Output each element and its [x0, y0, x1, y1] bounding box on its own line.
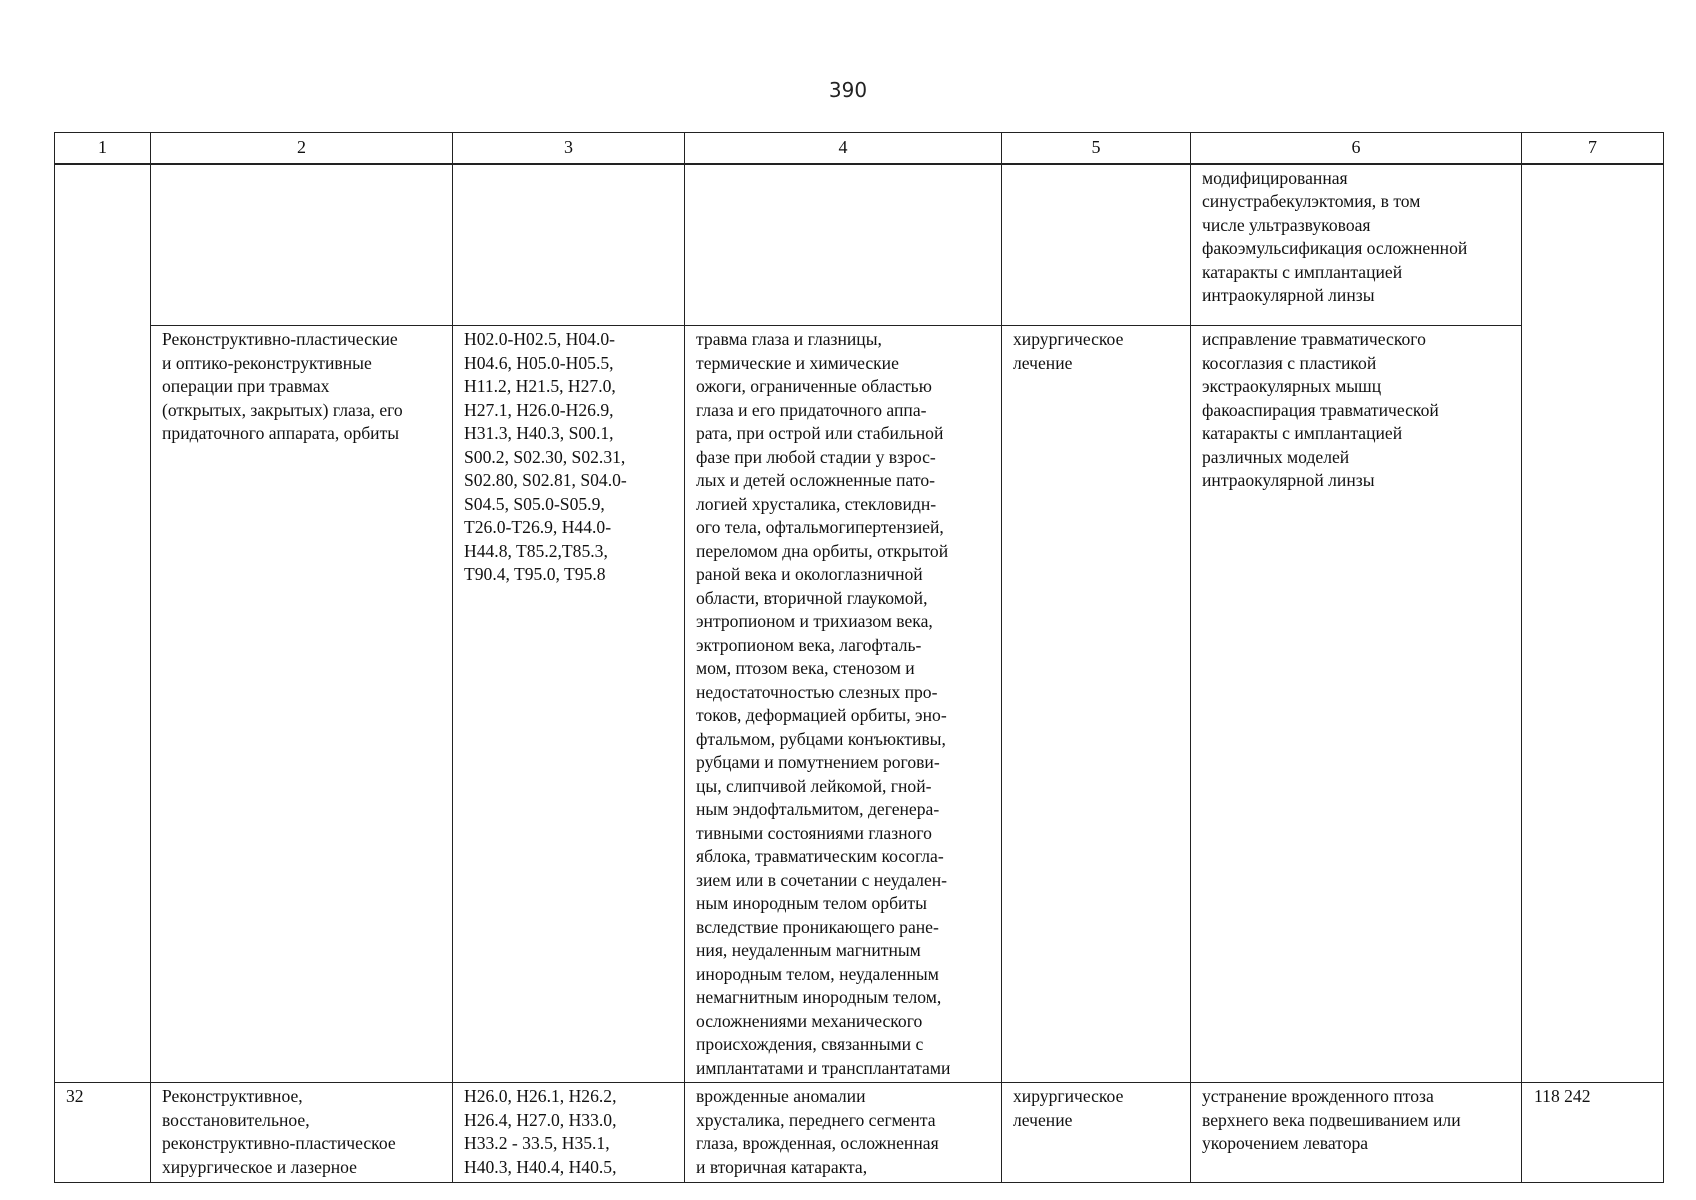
cell-diagnosis: [685, 164, 1002, 326]
cell-method: модифицированная синустрабекулэктомия, в том числе ультразвуковоая факоэмульсификация осложненной катаракты с имплантацией интраокулярной линзы: [1191, 164, 1522, 326]
page-number: 390: [828, 78, 868, 102]
header-col-3: 3: [453, 133, 685, 164]
cell-icd-codes: H02.0-H02.5, H04.0- H04.6, H05.0-H05.5, H11.2, H21.5, H27.0, H27.1, H26.0-H26.9, H31.3, H40.3, S00.1, S00.2, S02.30, S02.31, S02.80, S02.81, S04.0- S04.5, S05.0-S05.9, T26.0-T26.9, H44.0- H44.8, T85.2,T85.3, T90.4, T95.0, T95.8: [453, 326, 685, 1083]
cell-norm: 118 242: [1522, 1083, 1664, 1183]
header-col-6: 6: [1191, 133, 1522, 164]
cell-treatment-type: [1002, 164, 1191, 326]
cell-norm: [1522, 326, 1664, 1083]
cell-profile: Реконструктивно-пластические и оптико-реконструктивные операции при травмах (открытых, закрытых) глаза, его придаточного аппарата, орбиты: [151, 326, 453, 1083]
cell-row-number: 32: [55, 1083, 151, 1183]
header-col-2: 2: [151, 133, 453, 164]
cell-diagnosis: врожденные аномалии хрусталика, переднего сегмента глаза, врожденная, осложненная и вторичная катаракта,: [685, 1083, 1002, 1183]
cell-norm: [1522, 164, 1664, 326]
cell-profile: [151, 164, 453, 326]
cell-treatment-type: хирургическое лечение: [1002, 326, 1191, 1083]
cell-profile: Реконструктивное, восстановительное, реконструктивно-пластическое хирургическое и лазерное: [151, 1083, 453, 1183]
cell-treatment-type: хирургическое лечение: [1002, 1083, 1191, 1183]
header-col-7: 7: [1522, 133, 1664, 164]
header-col-5: 5: [1002, 133, 1191, 164]
table-row-trauma: [55, 326, 1664, 1083]
cell-method: устранение врожденного птоза верхнего века подвешиванием или укорочением леватора: [1191, 1083, 1522, 1183]
cell-icd-codes: [453, 164, 685, 326]
procedures-table: [54, 132, 1664, 1183]
table-row-32: [55, 1083, 1664, 1183]
cell-method: исправление травматического косоглазия с пластикой экстраокулярных мышц факоаспирация травматической катаракты с имплантацией различных моделей интраокулярной линзы: [1191, 326, 1522, 1083]
table-row-continuation: [55, 164, 1664, 326]
cell-row-number: [55, 164, 151, 326]
cell-diagnosis: травма глаза и глазницы, термические и химические ожоги, ограниченные областью глаза и его придаточного аппа- рата, при острой или стабильной фазе при любой стадии у взрос- лых и детей осложненные пато- логией хрусталика, стекловидн- ого тела, офтальмогипертензией, переломом дна орбиты, открытой раной века и окологлазничной области, вторичной глаукомой, энтропионом и трихиазом века, эктропионом века, лагофталь- мом, птозом века, стенозом и недостаточностью слезных про- токов, деформацией орбиты, эно- фтальмом, рубцами конъюктивы, рубцами и помутнением рогови- цы, слипчивой лейкомой, гной- ным эндофтальмитом, дегенера- тивными состояниями глазного яблока, травматическим косогла- зием или в сочетании с неудален- ным инородным телом орбиты вследствие проникающего ране- ния, неудаленным магнитным инородным телом, неудаленным немагнитным инородным телом, осложнениями механического происхождения, связанными с имплантатами и трансплантатами: [685, 326, 1002, 1083]
column-number-header: [55, 133, 1664, 164]
cell-icd-codes: H26.0, H26.1, H26.2, H26.4, H27.0, H33.0, H33.2 - 33.5, H35.1, H40.3, H40.4, H40.5,: [453, 1083, 685, 1183]
header-col-1: 1: [55, 133, 151, 164]
cell-row-number: [55, 326, 151, 1083]
header-col-4: 4: [685, 133, 1002, 164]
